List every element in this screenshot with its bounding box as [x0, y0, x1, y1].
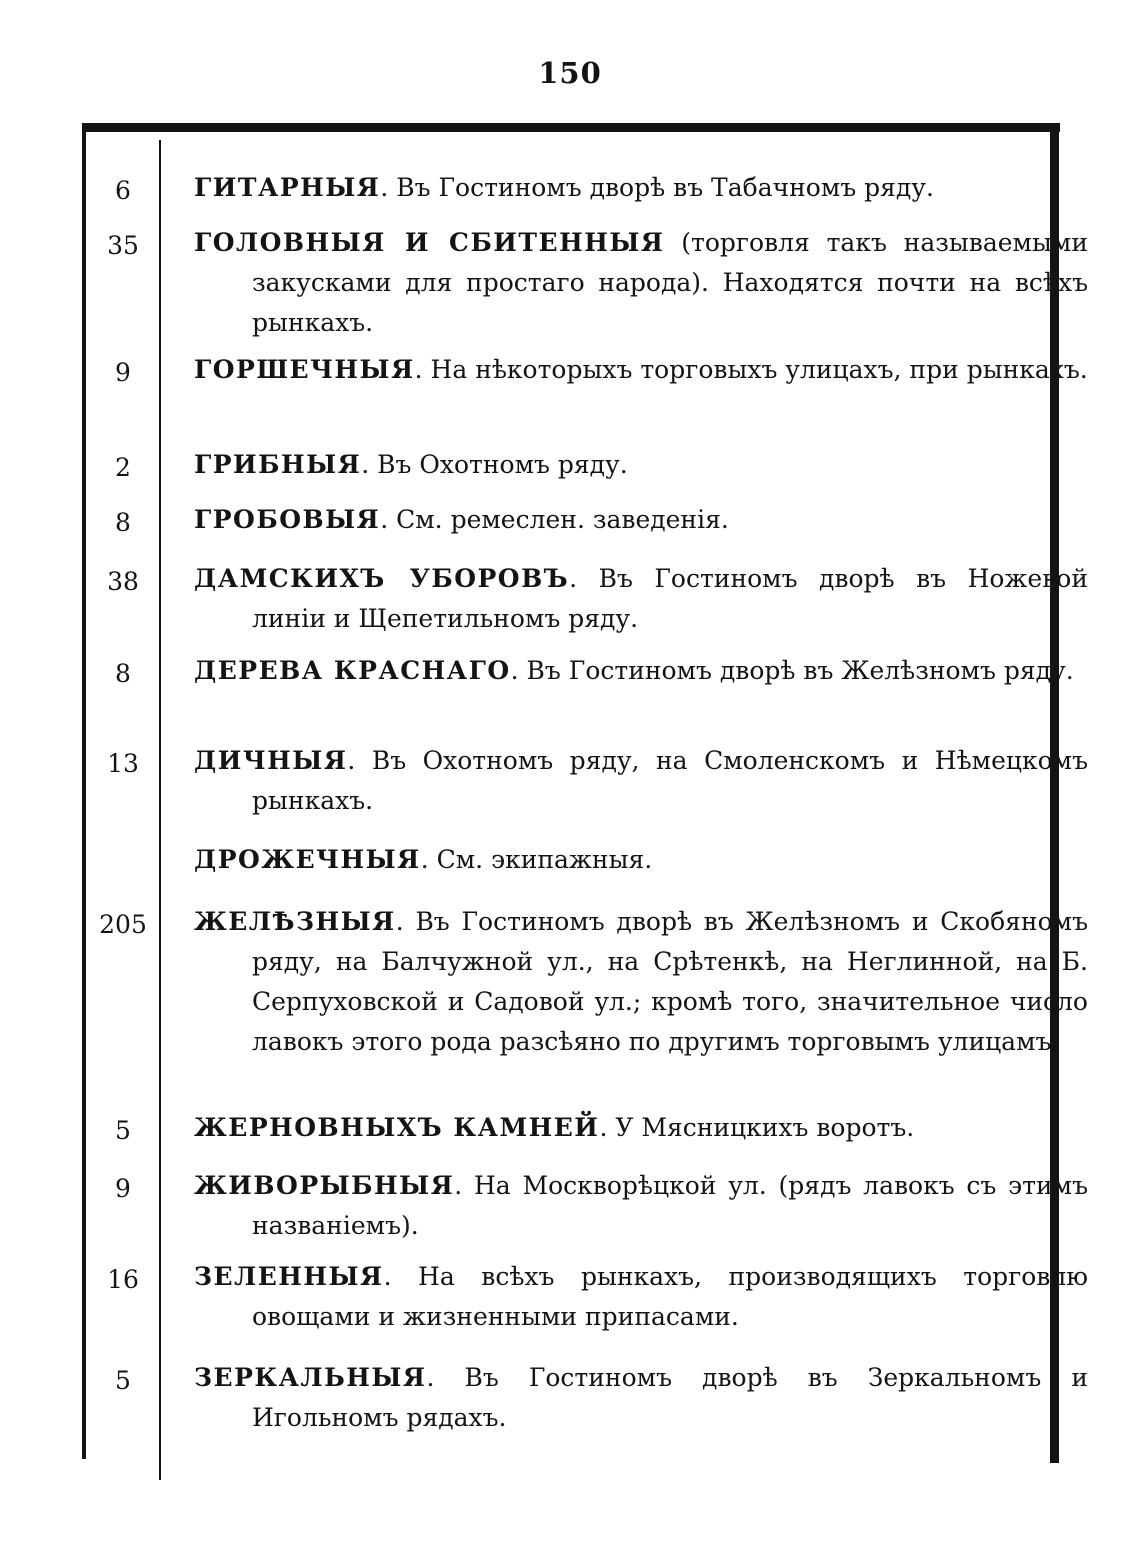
- entry-count: 5: [115, 1366, 131, 1395]
- entry-term: ДАМСКИХЪ УБОРОВЪ: [194, 564, 570, 593]
- entry-text: [194, 445, 1088, 485]
- entry-description: . См. экипажныя.: [420, 845, 653, 874]
- entry-description: . У Мясницкихъ воротъ.: [599, 1113, 915, 1142]
- entry-term: ГРИБНЫЯ: [194, 450, 362, 479]
- entry-count: 16: [107, 1265, 139, 1294]
- entry-term: ГИТАРНЫЯ: [194, 173, 381, 202]
- entry-count: 8: [115, 659, 131, 688]
- entry-term: ЖЕЛѢЗНЫЯ: [194, 907, 396, 936]
- entry-text: [194, 840, 1088, 880]
- entry-term: ДРОЖЕЧНЫЯ: [194, 845, 421, 874]
- entry-text: [194, 741, 1088, 821]
- entry-text: [194, 651, 1088, 691]
- entry-description: . Въ Гостиномъ дворѣ въ Табачномъ ряду.: [380, 173, 934, 202]
- left-border-rule: [82, 123, 86, 1459]
- entry-text: [194, 500, 1088, 540]
- entry-term: ДИЧНЫЯ: [194, 746, 348, 775]
- entry-count: 205: [99, 910, 147, 939]
- entry-count: 2: [115, 453, 131, 482]
- entry-description: . Въ Охотномъ ряду, на Смоленскомъ и Нѣмецкомъ рынкахъ.: [252, 746, 1088, 815]
- entry-text: [194, 168, 1088, 208]
- column-divider-rule: [159, 140, 161, 1480]
- entry-count: 38: [107, 567, 139, 596]
- entry-text: [194, 223, 1088, 343]
- entry-count: 9: [115, 358, 131, 387]
- entry-description: . Въ Гостиномъ дворѣ въ Зеркальномъ и Игольномъ рядахъ.: [252, 1363, 1088, 1432]
- entry-count: 6: [115, 176, 131, 205]
- entry-text: [194, 559, 1088, 639]
- entry-term: ГОЛОВНЫЯ И СБИТЕННЫЯ: [194, 228, 665, 257]
- entry-term: ЖИВОРЫБНЫЯ: [194, 1171, 455, 1200]
- entry-description: . На нѣкоторыхъ торговыхъ улицахъ, при рынкахъ.: [414, 355, 1088, 384]
- entry-text: [194, 1358, 1088, 1438]
- entry-term: ЗЕЛЕННЫЯ: [194, 1262, 384, 1291]
- entry-description: (торговля такъ называемыми закусками для простаго народа). Находятся почти на всѣхъ рынкахъ.: [252, 228, 1089, 337]
- entry-term: ДЕРЕВА КРАСНАГО: [194, 656, 511, 685]
- entry-description: . На всѣхъ рынкахъ, производящихъ торговлю овощами и жизненными припасами.: [252, 1262, 1088, 1331]
- entry-count: 5: [115, 1116, 131, 1145]
- entry-text: [194, 902, 1088, 1062]
- top-rule: [82, 123, 1060, 132]
- entry-description: . Въ Гостиномъ дворѣ въ Ножевой линіи и Щепетильномъ ряду.: [252, 564, 1088, 633]
- entry-count: 35: [107, 231, 139, 260]
- entry-description: . См. ремеслен. заведенія.: [380, 505, 729, 534]
- entry-term: ГОРШЕЧНЫЯ: [194, 355, 415, 384]
- entry-term: ГРОБОВЫЯ: [194, 505, 381, 534]
- entry-description: . На Москворѣцкой ул. (рядъ лавокъ съ этимъ названіемъ).: [252, 1171, 1088, 1240]
- page-number: 150: [538, 56, 602, 90]
- entry-text: [194, 1257, 1088, 1337]
- entry-count: 13: [107, 749, 139, 778]
- entry-count: 8: [115, 508, 131, 537]
- entry-text: [194, 350, 1088, 390]
- entry-text: [194, 1166, 1088, 1246]
- entry-description: . Въ Гостиномъ дворѣ въ Желѣзномъ ряду.: [510, 656, 1074, 685]
- entry-term: ЖЕРНОВНЫХЪ КАМНЕЙ: [194, 1113, 600, 1142]
- entry-term: ЗЕРКАЛЬНЫЯ: [194, 1363, 427, 1392]
- entry-description: . Въ Охотномъ ряду.: [361, 450, 628, 479]
- entry-text: [194, 1108, 1088, 1148]
- entry-count: 9: [115, 1174, 131, 1203]
- entry-description: . Въ Гостиномъ дворѣ въ Желѣзномъ и Скобяномъ ряду, на Балчужной ул., на Срѣтенкѣ, на Неглинной, на Б. Серпуховской и Садовой ул.; кромѣ того, значительное число лавокъ этого рода разсѣяно по другимъ торговымъ улицамъ.: [252, 907, 1088, 1056]
